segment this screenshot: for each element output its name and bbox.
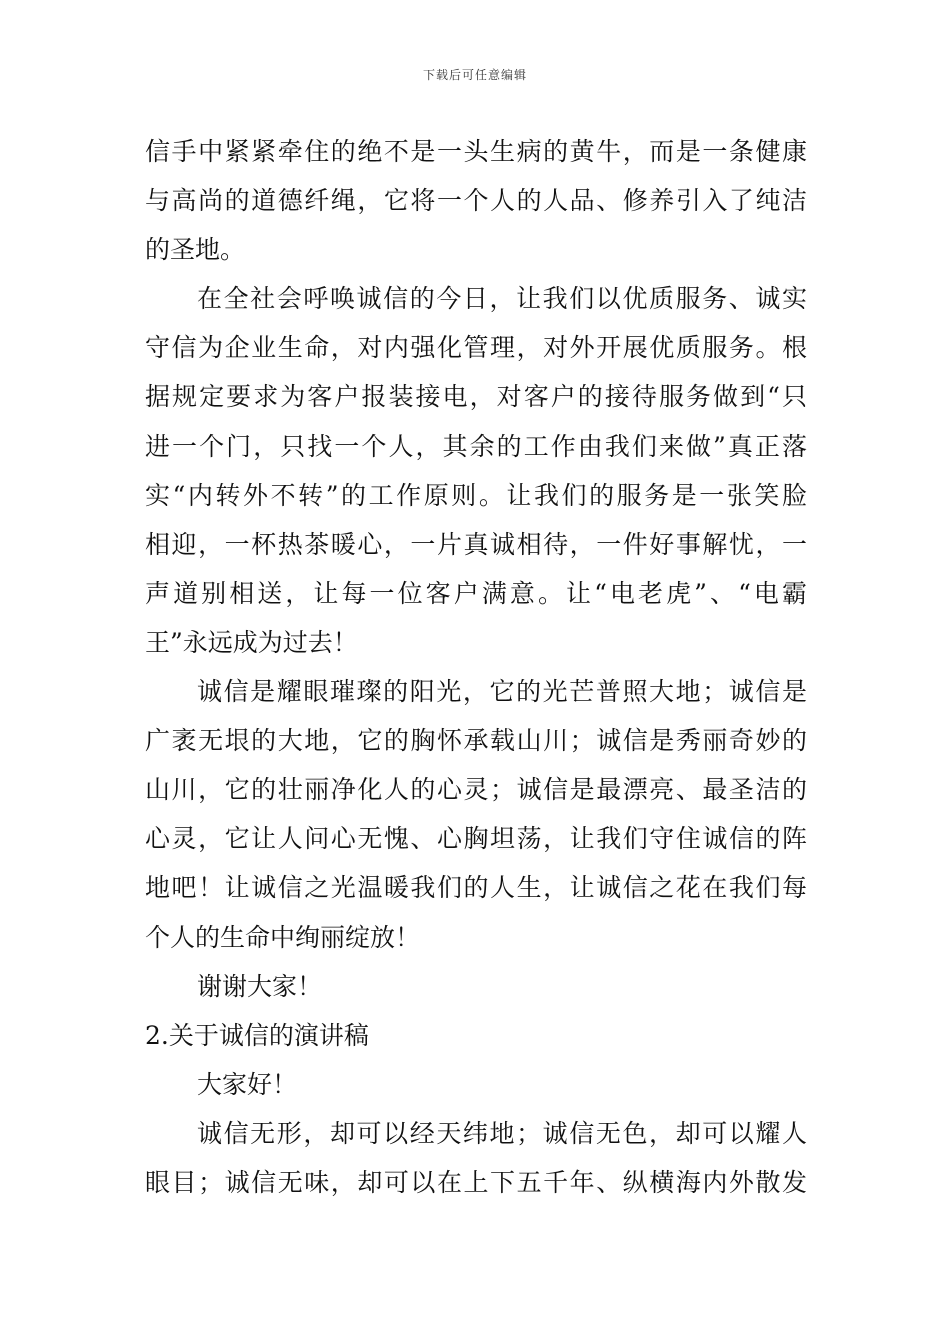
- text-line: 声道别相送，让每一位客户满意。让“电老虎”、“电霸: [145, 578, 807, 608]
- text-line: 2.关于诚信的演讲稿: [145, 1020, 369, 1050]
- text-line: 的圣地。: [145, 235, 246, 265]
- text-line: 信手中紧紧牵住的绝不是一头生病的黄牛，而是一条健康: [145, 137, 807, 166]
- text-line: 广袤无垠的大地，它的胸怀承载山川；诚信是秀丽奇妙的: [145, 726, 807, 756]
- text-line: 地吧！让诚信之光温暖我们的人生，让诚信之花在我们每: [145, 873, 807, 903]
- text-line: 进一个门，只找一个人，其余的工作由我们来做”真正落: [145, 431, 807, 461]
- text-line: 山川，它的壮丽净化人的心灵；诚信是最漂亮、最圣洁的: [145, 775, 807, 805]
- page-header: 下载后可任意编辑: [422, 68, 527, 82]
- text-line: 个人的生命中绚丽绽放！: [145, 922, 421, 952]
- text-line: 眼目；诚信无味，却可以在上下五千年、纵横海内外散发: [145, 1167, 807, 1197]
- text-line: 心灵，它让人问心无愧、心胸坦荡，让我们守住诚信的阵: [145, 824, 807, 854]
- text-line: 诚信是耀眼璀璨的阳光，它的光芒普照大地；诚信是: [197, 677, 807, 707]
- document-body: [145, 127, 807, 1207]
- text-line: 守信为企业生命，对内强化管理，对外开展优质服务。根: [145, 333, 807, 363]
- text-line: 诚信无形，却可以经天纬地；诚信无色，却可以耀人: [197, 1118, 807, 1148]
- text-line: 王”永远成为过去！: [145, 627, 358, 657]
- text-line: 谢谢大家！: [197, 971, 323, 1001]
- text-line: 在全社会呼唤诚信的今日，让我们以优质服务、诚实: [197, 284, 807, 314]
- text-line: 与高尚的道德纤绳，它将一个人的人品、修养引入了纯洁: [145, 186, 807, 216]
- text-line: 据规定要求为客户报装接电，对客户的接待服务做到“只: [145, 382, 807, 412]
- text-line: 大家好！: [197, 1069, 298, 1099]
- text-line: 相迎，一杯热茶暖心，一片真诚相待，一件好事解忧，一: [145, 529, 807, 559]
- text-line: 实“内转外不转”的工作原则。让我们的服务是一张笑脸: [145, 480, 807, 510]
